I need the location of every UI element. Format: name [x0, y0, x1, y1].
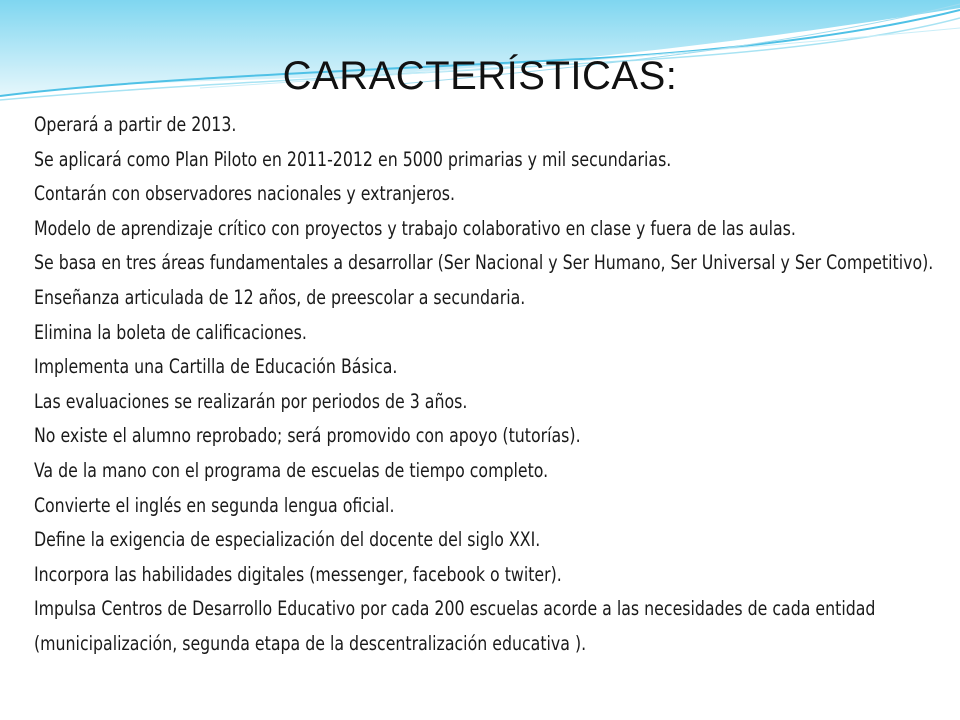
- list-item: Se basa en tres áreas fundamentales a desarrollar (Ser Nacional y Ser Humano, Ser Universal y Ser Competitivo).: [34, 251, 934, 275]
- characteristics-list: [34, 108, 950, 662]
- list-item: Operará a partir de 2013.: [34, 113, 237, 136]
- list-item: Impulsa Centros de Desarrollo Educativo por cada 200 escuelas acorde a las necesidades de cada entidad (municipalización, segunda etapa de la descentralización educativa ).: [34, 597, 876, 655]
- list-item: Se aplicará como Plan Piloto en 2011-2012 en 5000 primarias y mil secundarias.: [34, 147, 672, 171]
- slide-title: CARACTERÍSTICAS:: [282, 54, 678, 98]
- list-item: Contarán con observadores nacionales y extranjeros.: [34, 182, 455, 206]
- list-item: Modelo de aprendizaje crítico con proyectos y trabajo colaborativo en clase y fuera de las aulas.: [34, 216, 796, 240]
- list-item: Enseñanza articulada de 12 años, de preescolar a secundaria.: [34, 285, 526, 309]
- list-item: No existe el alumno reprobado; será promovido con apoyo (tutorías).: [34, 424, 581, 448]
- list-item: Convierte el inglés en segunda lengua oficial.: [34, 493, 395, 517]
- list-item: Va de la mano con el programa de escuelas de tiempo completo.: [34, 458, 549, 482]
- list-item: Incorpora las habilidades digitales (messenger, facebook o twiter).: [34, 562, 562, 586]
- list-item: Implementa una Cartilla de Educación Básica.: [34, 355, 398, 379]
- list-item: Define la exigencia de especialización del docente del siglo XXI.: [34, 528, 541, 552]
- list-item: Las evaluaciones se realizarán por periodos de 3 años.: [34, 389, 468, 413]
- list-item: Elimina la boleta de calificaciones.: [34, 320, 307, 344]
